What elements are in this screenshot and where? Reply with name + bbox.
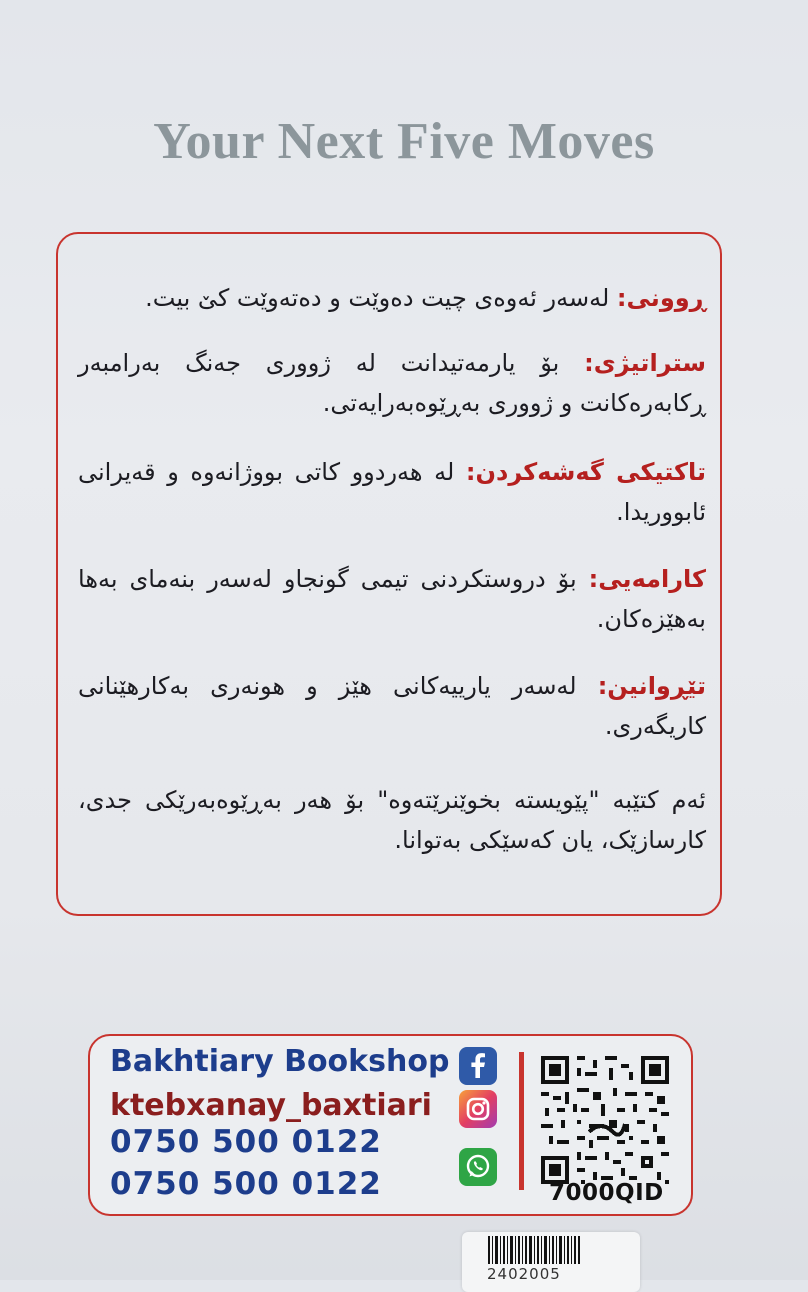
description-term: ڕوونی: xyxy=(616,284,706,312)
description-item xyxy=(78,343,706,423)
description-text: لەسەر یارییەکانی هێز و هونەری بەکارهێنانی کاریگەری. xyxy=(78,672,706,740)
phone-number: 0750 500 0122 xyxy=(110,1166,382,1202)
description-term: ستراتیژی: xyxy=(584,349,706,377)
divider-line xyxy=(519,1052,524,1190)
barcode xyxy=(488,1236,580,1264)
description-text: لەسەر ئەوەی چیت دەوێت و دەتەوێت کێ بیت. xyxy=(145,284,617,312)
instagram-icon xyxy=(459,1090,497,1128)
description-text: بۆ دروستکردنی تیمی گونجاو لەسەر بنەمای بەها بەهێزەکان. xyxy=(78,565,706,633)
price-label: 7000QID xyxy=(549,1180,664,1206)
description-closing: ئەم کتێبە "پێویستە بخوێنرێتەوە" بۆ هەر بەڕێوەبەرێکی جدی، کارسازێک، یان کەسێکی بەتوانا. xyxy=(78,786,706,854)
description-item xyxy=(78,559,706,639)
instagram-handle: ktebxanay_baxtiari xyxy=(110,1088,432,1123)
book-title: Your Next Five Moves xyxy=(153,113,655,170)
facebook-icon xyxy=(459,1047,497,1085)
description-term: کارامەیی: xyxy=(588,565,706,593)
qr-code xyxy=(541,1056,669,1184)
shop-name: Bakhtiary Bookshop xyxy=(110,1044,450,1079)
description-text: لە هەردوو کاتی بووژانەوە و قەیرانی ئابووریدا. xyxy=(78,458,706,526)
description-text: بۆ یارمەتیدانت لە ژووری جەنگ بەرامبەر ڕکابەرەکانت و ژووری بەڕێوەبەرایەتی. xyxy=(78,349,706,417)
whatsapp-icon xyxy=(459,1148,497,1186)
phone-number: 0750 500 0122 xyxy=(110,1124,382,1160)
barcode-number: 2402005 xyxy=(487,1265,561,1283)
description-term: تێڕوانین: xyxy=(597,672,706,700)
description-item xyxy=(78,452,706,532)
description-item xyxy=(78,278,706,318)
description-item xyxy=(78,666,706,746)
description-term: تاکتیکی گەشەکردن: xyxy=(465,458,706,486)
